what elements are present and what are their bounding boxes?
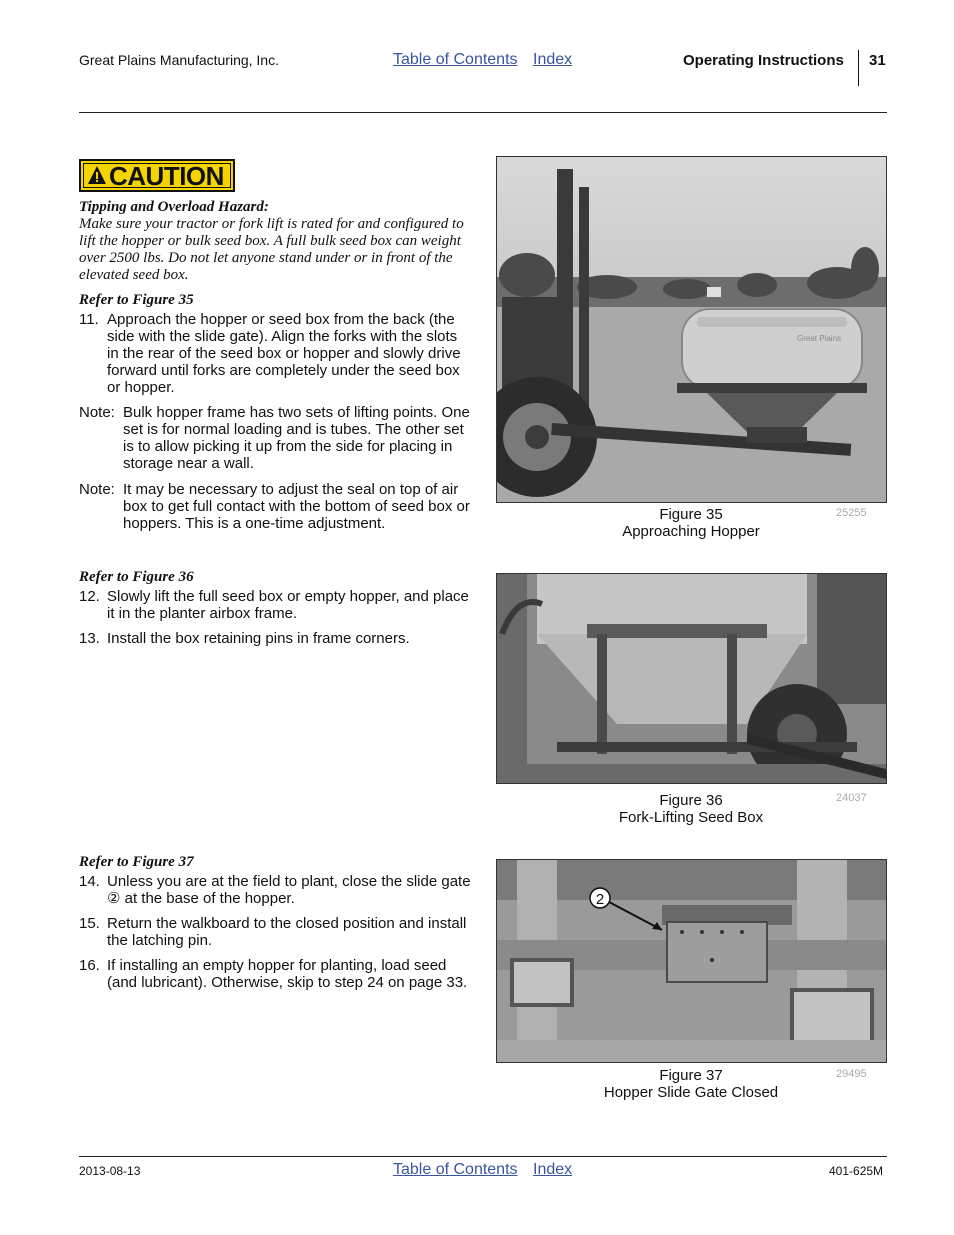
header-divider: [858, 50, 859, 86]
hazard-title: Tipping and Overload Hazard:: [79, 199, 269, 215]
figure-37-caption: [591, 1067, 791, 1101]
figure-35-title: Approaching Hopper: [622, 523, 760, 540]
step-number: 15.: [79, 915, 100, 932]
callout-number: 2: [595, 891, 605, 908]
header-rule: [79, 112, 887, 113]
step-11: [79, 311, 471, 396]
figure-37-id: 29495: [836, 1068, 867, 1080]
figure-36-caption: [591, 792, 791, 826]
step-number: 16.: [79, 957, 100, 974]
figure-35-caption: [591, 506, 791, 540]
note-text: Bulk hopper frame has two sets of lifting points. One set is for normal loading and is tubes. The other set is to allow picking it up from the side for placing in storage near a wall.: [123, 404, 470, 472]
step-12: [79, 588, 471, 622]
step-15: [79, 915, 471, 949]
figure-37-number: Figure 37: [659, 1067, 723, 1084]
refer-figure-36: Refer to Figure 36: [79, 569, 194, 585]
step-text: Install the box retaining pins in frame corners.: [107, 630, 410, 647]
doc-number: 401-625M: [829, 1164, 884, 1178]
toc-link-header[interactable]: Table of Contents: [393, 51, 518, 68]
index-link-footer[interactable]: Index: [533, 1161, 573, 1178]
figure-36-id: 24037: [836, 792, 867, 804]
figure-36-title: Fork-Lifting Seed Box: [618, 809, 764, 826]
caution-badge: [79, 159, 235, 192]
note-label: Note:: [79, 481, 115, 498]
step-13: [79, 630, 471, 647]
hazard-text: Make sure your tractor or fork lift is rated for and configured to lift the hopper or bulk seed box. A full bulk seed box can weight over 2500 lbs. Do not let anyone stand under or in front of the elevated seed box.: [79, 216, 464, 283]
step-number: 14.: [79, 873, 100, 890]
refer-figure-37: Refer to Figure 37: [79, 854, 194, 870]
footer-date: 2013-08-13: [79, 1164, 141, 1178]
step-text: If installing an empty hopper for planting, load seed (and lubricant). Otherwise, skip to step 24 on page 33.: [107, 957, 468, 991]
step-16: [79, 957, 471, 991]
step-text: Slowly lift the full seed box or empty hopper, and place it in the planter airbox frame.: [107, 588, 469, 622]
note-seal-adjust: [79, 481, 471, 532]
figure-37-title: Hopper Slide Gate Closed: [603, 1084, 779, 1101]
step-14: [79, 873, 471, 907]
warning-triangle-icon: [87, 165, 107, 185]
step-text: Approach the hopper or seed box from the back (the side with the slide gate). Align the forks with the slots in the rear of the seed box or hopper and slowly drive forward until forks are completely under the seed box or hopper.: [107, 311, 461, 396]
footer-rule: [79, 1156, 887, 1157]
page-number: 31: [869, 52, 886, 69]
note-lifting-points: [79, 404, 471, 472]
company-name: Great Plains Manufacturing, Inc.: [79, 52, 279, 68]
step-number: 11.: [79, 311, 99, 328]
index-link-header[interactable]: Index: [533, 51, 573, 68]
step-number: 12.: [79, 588, 100, 605]
caution-label: CAUTION: [109, 161, 224, 191]
refer-figure-35: Refer to Figure 35: [79, 292, 194, 308]
figure-37-photo: [496, 859, 887, 1063]
step-text: Return the walkboard to the closed position and install the latching pin.: [107, 915, 467, 949]
section-title: Operating Instructions: [683, 52, 844, 69]
brand-decal-text: Great Plains: [797, 334, 842, 343]
figure-36-photo: [496, 573, 887, 784]
figure-35-photo: [496, 156, 887, 503]
figure-35-number: Figure 35: [659, 506, 723, 523]
note-label: Note:: [79, 404, 115, 421]
figure-35-id: 25255: [836, 507, 867, 519]
toc-link-footer[interactable]: Table of Contents: [393, 1161, 518, 1178]
step-number: 13.: [79, 630, 100, 647]
note-text: It may be necessary to adjust the seal on top of air box to get full contact with the bottom of seed box or hoppers. This is a one-time adjustment.: [123, 481, 470, 532]
step-text: Unless you are at the field to plant, close the slide gate ② at the base of the hopper.: [107, 873, 471, 907]
figure-36-number: Figure 36: [659, 792, 723, 809]
